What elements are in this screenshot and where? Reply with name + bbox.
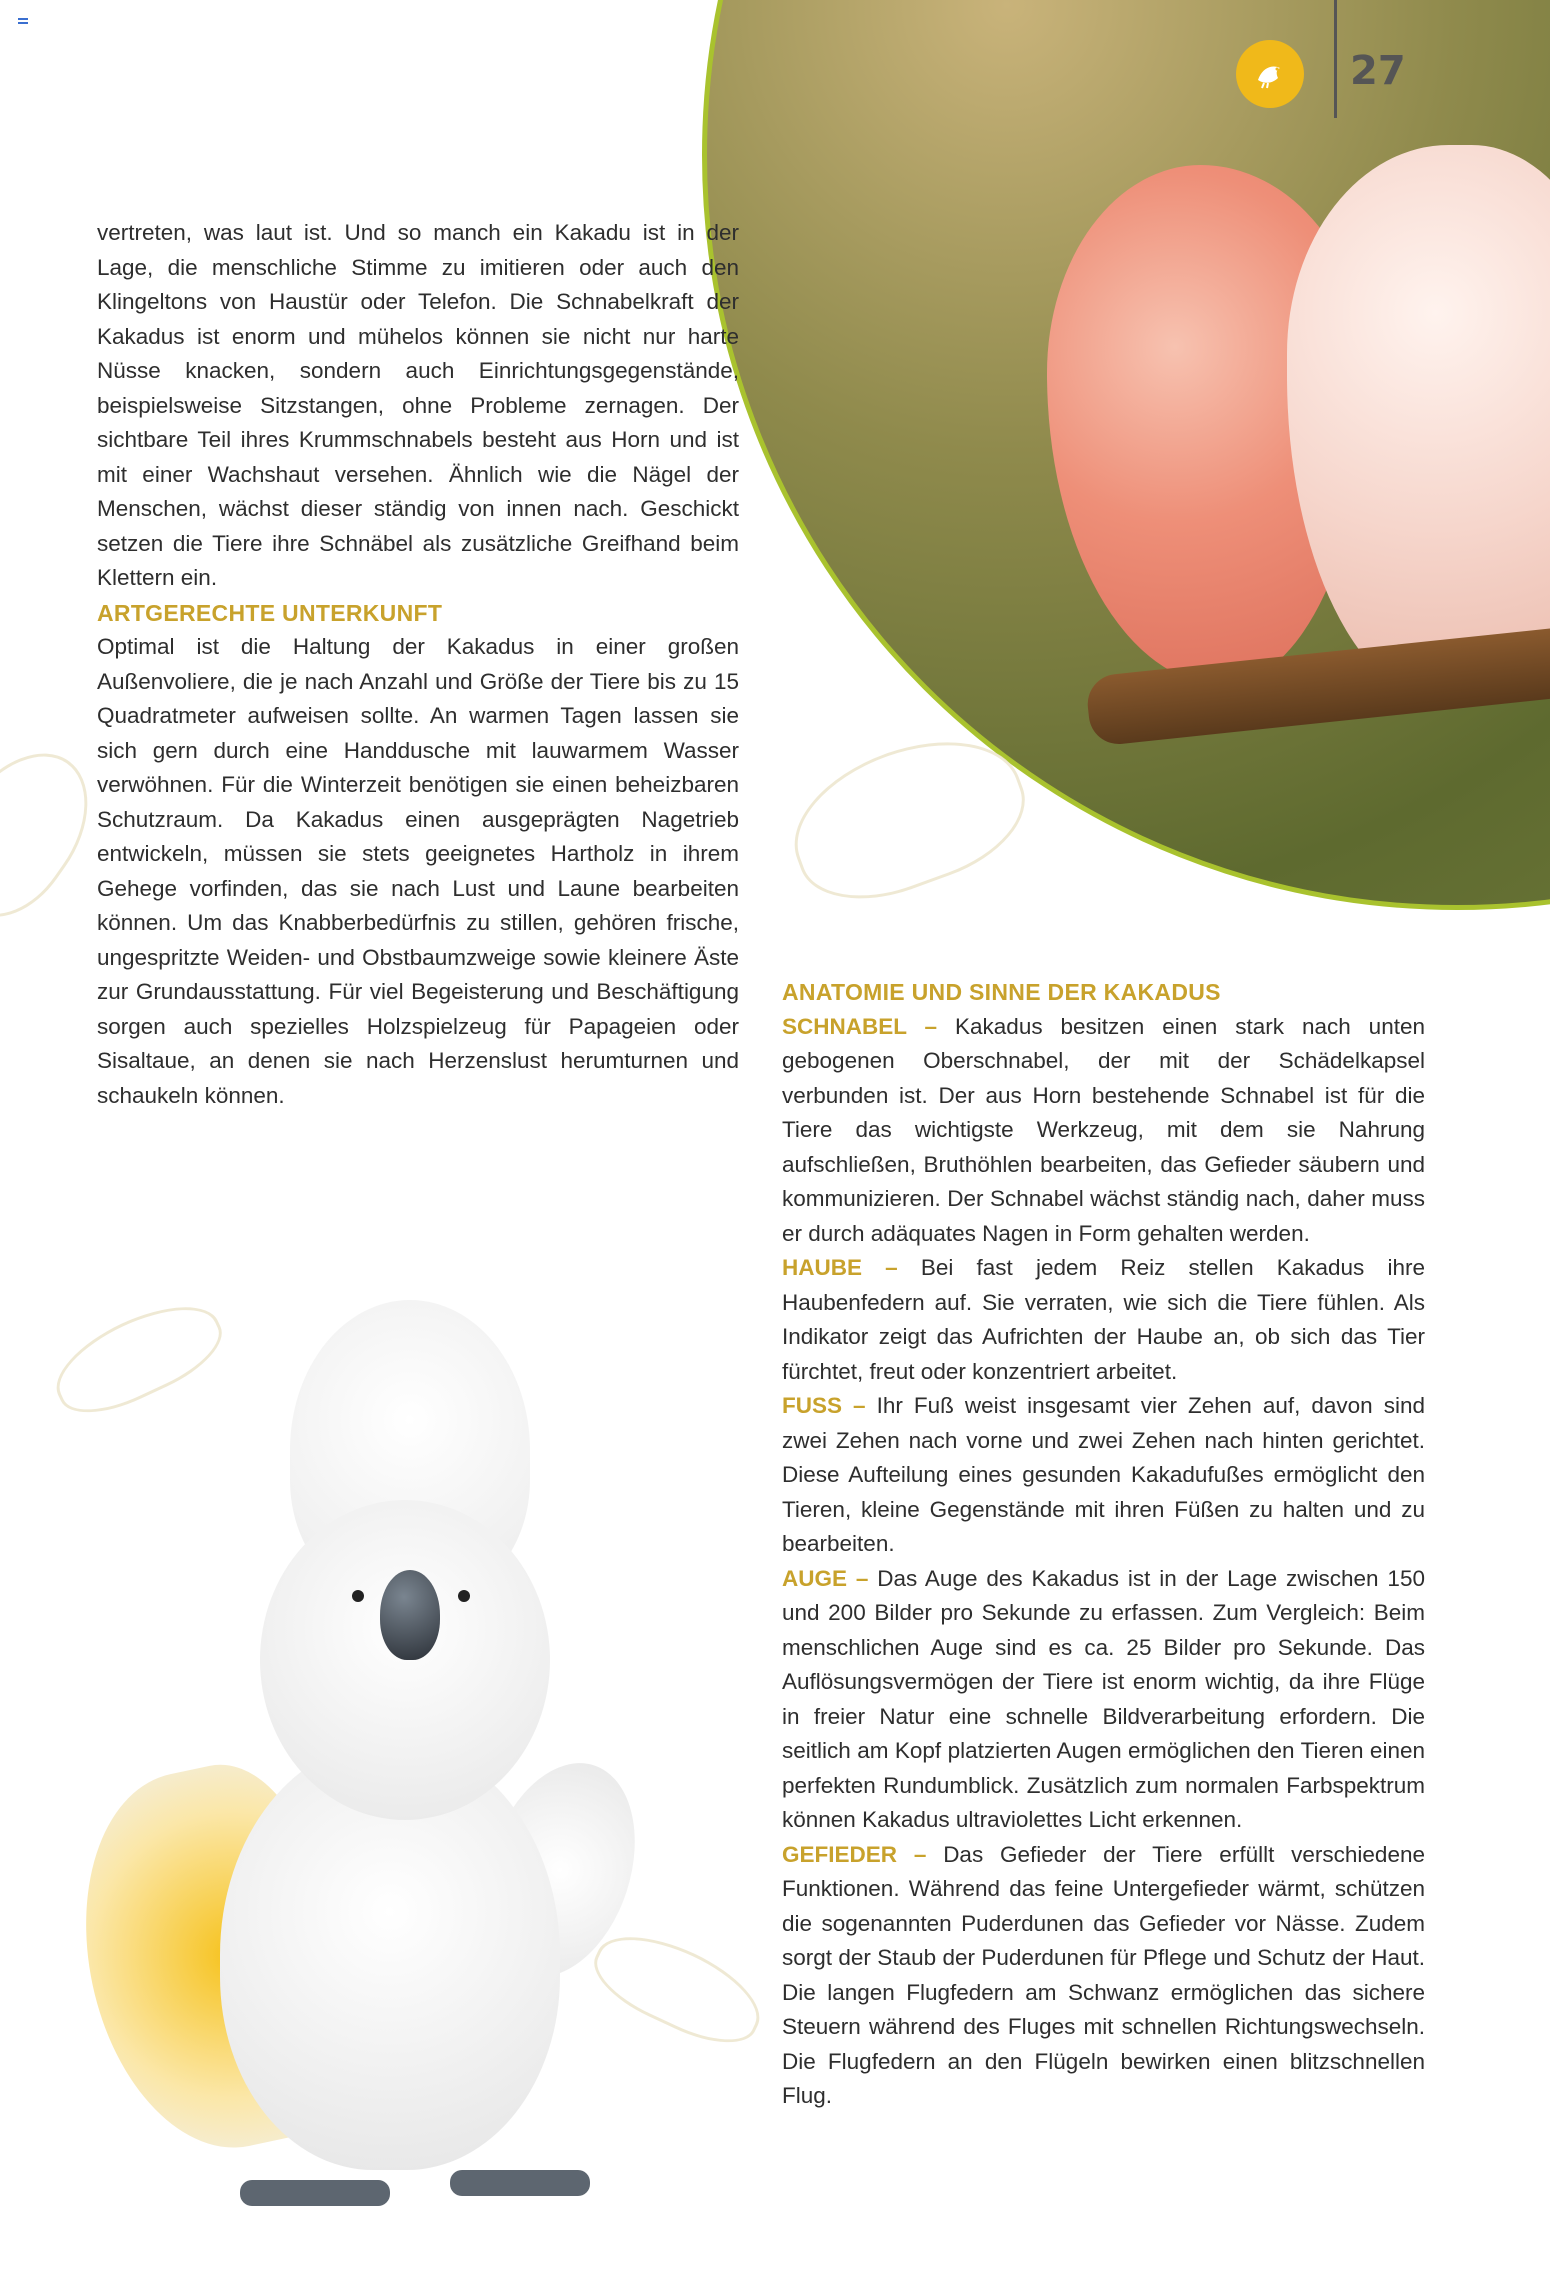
term-gefieder: GEFIEDER — [782, 1841, 898, 1867]
bird-head — [260, 1500, 550, 1820]
pink-cockatoo-photo — [702, 0, 1550, 910]
term-schnabel: SCHNABEL — [782, 1013, 907, 1039]
bird-logo-icon — [1236, 40, 1304, 108]
section-heading-anatomie: ANATOMIE UND SINNE DER KAKADUS — [782, 979, 1221, 1005]
bird-eye — [458, 1590, 470, 1602]
intro-paragraph: vertreten, was laut ist. Und so manch ein Kakadu ist in der Lage, die menschliche Stimme zu imitieren oder auch den Klingeltons von Haustür oder Telefon. Die Schnabelkraft der Kakadus ist enorm und mühelos können sie nicht nur harte Nüsse knacken, sondern auch Einrichtungsgegenstände, beispielsweise Sitzstangen, ohne Probleme zernagen. Der sichtbare Teil ihres Krummschnabels besteht aus Horn und ist mit einer Wachshaut versehen. Ähnlich wie die Nägel der Menschen, wächst dieser ständig von innen nach. Geschickt setzen die Tiere ihre Schnäbel als zusätzliche Greifhand beim Klettern ein. — [97, 220, 739, 590]
term-fuss: FUSS — [782, 1393, 843, 1418]
section-heading-unterkunft: ARTGERECHTE UNTERKUNFT — [97, 599, 443, 626]
page-number: 27 — [1350, 48, 1406, 94]
left-column — [97, 216, 739, 1113]
term-haube: HAUBE — [782, 1255, 863, 1280]
right-column — [782, 975, 1425, 2114]
unterkunft-paragraph: Optimal ist die Haltung der Kakadus in einer großen Außenvoliere, die je nach Anzahl und Größe der Tiere bis zu 15 Quadratmeter aufweisen sollte. An warmen Tagen lassen sie sich gern durch eine Handdusche mit lauwarmem Wasser verwöhnen. Für die Winterzeit benötigen sie einen beheizbaren Schutzraum. Da Kakadus einen ausgeprägten Nagetrieb entwickeln, müssen sie stets geeignetes Hartholz in ihrem Gehege vorfinden, das sie nach Lust und Laune bearbeiten können. Um das Knabberbedürfnis zu stillen, gehören frische, ungespritzte Weiden- und Obstbaumzweige sowie kleinere Äste zur Grundausstattung. Für viel Begeisterung und Beschäftigung sorgen auch spezielles Holzspielzeug für Papageien oder Sisaltaue, an denen sie nach Herzenslust herumturnen und schaukeln können. — [97, 634, 739, 1108]
bird-eye — [352, 1590, 364, 1602]
paragraph-schnabel: SCHNABEL – Kakadus besitzen einen stark nach unten gebogenen Oberschnabel, der mit der Schädelkapsel verbunden ist. Der aus Horn bestehende Schnabel ist für die Tiere das wichtigste Werkzeug, mit dem sie Nahrung aufschließen, Bruthöhlen bearbeiten, das Gefieder säubern und kommunizieren. Der Schnabel wächst ständig nach, daher muss er durch adäquates Nagen in Form gehalten werden. — [782, 1013, 1425, 1246]
white-cockatoo-photo — [90, 1300, 650, 2260]
paragraph-gefieder: GEFIEDER – Das Gefieder der Tiere erfüllt verschiedene Funktionen. Während das feine Untergefieder wärmt, schützen die sogenannten Puderdunen das Gefieder vor Nässe. Zudem sorgt der Staub der Puderdunen für Pflege und Schutz der Haut. Die langen Flugfedern am Schwanz ermöglichen das sichere Steuern während des Fluges mit schnellen Richtungswechseln. Die Flugfedern an den Flügeln bewirken einen blitzschnellen Flug. — [782, 1841, 1425, 2108]
menu-icon[interactable] — [18, 18, 28, 26]
bird-foot — [240, 2180, 390, 2206]
paragraph-fuss: FUSS – Ihr Fuß weist insgesamt vier Zehen auf, davon sind zwei Zehen nach vorne und zwei Zehen nach hinten gerichtet. Diese Aufteilung eines gesunden Kakadufußes ermöglicht den Tieren, kleine Gegenstände mit ihren Füßen zu halten und zu bearbeiten. — [782, 1393, 1425, 1556]
paragraph-auge: AUGE – Das Auge des Kakadus ist in der Lage zwischen 150 und 200 Bilder pro Sekunde zu erfassen. Zum Vergleich: Beim menschlichen Auge sind es ca. 25 Bilder pro Sekunde. Das Auflösungsvermögen der Tiere ist enorm wichtig, da ihre Flüge in freier Natur eine schnelle Bildverarbeitung erfordern. Die seitlich am Kopf platzierten Augen ermöglichen den Tieren einen perfekten Rundumblick. Zusätzlich zum normalen Farbspektrum können Kakadus ultraviolettes Licht erkennen. — [782, 1565, 1425, 1832]
pink-cockatoo-right — [1287, 145, 1550, 705]
paragraph-haube: HAUBE – Bei fast jedem Reiz stellen Kakadus ihre Haubenfedern auf. Sie verraten, wie sich die Tiere fühlen. Als Indikator zeigt das Aufrichten der Haube an, ob sich das Tier fürchtet, freut oder konzentriert arbeitet. — [782, 1255, 1425, 1384]
header-divider — [1334, 0, 1337, 118]
bird-beak — [380, 1570, 440, 1660]
term-auge: AUGE — [782, 1565, 848, 1591]
bird-foot — [450, 2170, 590, 2196]
